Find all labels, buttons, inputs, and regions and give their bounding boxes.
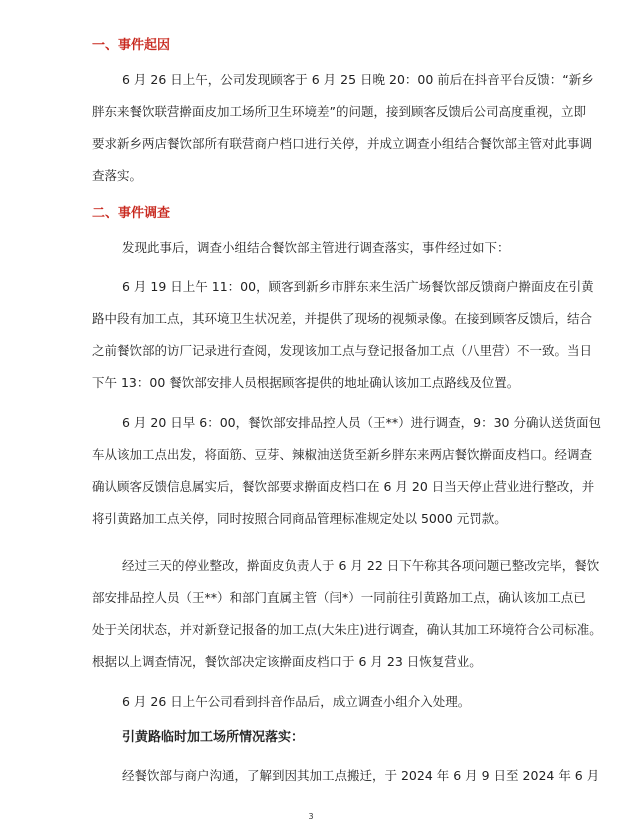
paragraph-line: 6 月 19 日上午 11：00，顾客到新乡市胖东来生活广场餐饮部反馈商户擀面皮在引黄: [122, 279, 594, 294]
section-heading-cause: 一、事件起因: [92, 38, 171, 53]
paragraph-line: 6 月 20 日早 6：00，餐饮部安排品控人员（王**）进行调查，9：30 分确认送货面包: [122, 415, 601, 430]
paragraph-line: 6 月 26 日上午公司看到抖音作品后，成立调查小组介入处理。: [122, 694, 471, 709]
section-heading-investigation: 二、事件调查: [92, 206, 171, 221]
paragraph-line: 胖东来餐饮联营擀面皮加工场所卫生环境差”的问题，接到顾客反馈后公司高度重视，立即: [92, 104, 586, 119]
paragraph-line: 将引黄路加工点关停，同时按照合同商品管理标准规定处以 5000 元罚款。: [92, 511, 507, 526]
paragraph-line: 经过三天的停业整改，擀面皮负责人于 6 月 22 日下午称其各项问题已整改完毕，餐饮: [122, 558, 600, 573]
paragraph-line: 车从该加工点出发，将面筋、豆芽、辣椒油送货至新乡胖东来两店餐饮擀面皮档口。经调查: [92, 447, 593, 462]
paragraph-line: 经餐饮部与商户沟通，了解到因其加工点搬迁，于 2024 年 6 月 9 日至 2024 年 6 月: [122, 768, 600, 783]
paragraph-line: 查落实。: [92, 168, 143, 183]
paragraph-line: 根据以上调查情况，餐饮部决定该擀面皮档口于 6 月 23 日恢复营业。: [92, 654, 482, 669]
paragraph-line: 确认顾客反馈信息属实后，餐饮部要求擀面皮档口在 6 月 20 日当天停止营业进行整改，并: [92, 479, 595, 494]
paragraph-line: 之前餐饮部的访厂记录进行查阅，发现该加工点与登记报备加工点（八里营）不一致。当日: [92, 343, 593, 358]
paragraph-line: 部安排品控人员（王**）和部门直属主管（闫*）一同前往引黄路加工点，确认该加工点已: [92, 590, 586, 605]
paragraph-line: 要求新乡两店餐饮部所有联营商户档口进行关停，并成立调查小组结合餐饮部主管对此事调: [92, 136, 593, 151]
paragraph-line: 路中段有加工点，其环境卫生状况差，并提供了现场的视频录像。在接到顾客反馈后，结合: [92, 311, 593, 326]
paragraph-line: 下午 13：00 餐饮部安排人员根据顾客提供的地址确认该加工点路线及位置。: [92, 375, 520, 390]
page-number: 3: [308, 812, 314, 821]
paragraph-line: 处于关闭状态，并对新登记报备的加工点(大朱庄)进行调查，确认其加工环境符合公司标准。: [92, 622, 602, 637]
paragraph-line: 6 月 26 日上午，公司发现顾客于 6 月 25 日晚 20：00 前后在抖音平台反馈：“新乡: [122, 72, 594, 87]
paragraph-line: 发现此事后，调查小组结合餐饮部主管进行调查落实，事件经过如下：: [122, 240, 510, 255]
subheading-yinhuang-road: 引黄路临时加工场所情况落实：: [122, 730, 305, 745]
